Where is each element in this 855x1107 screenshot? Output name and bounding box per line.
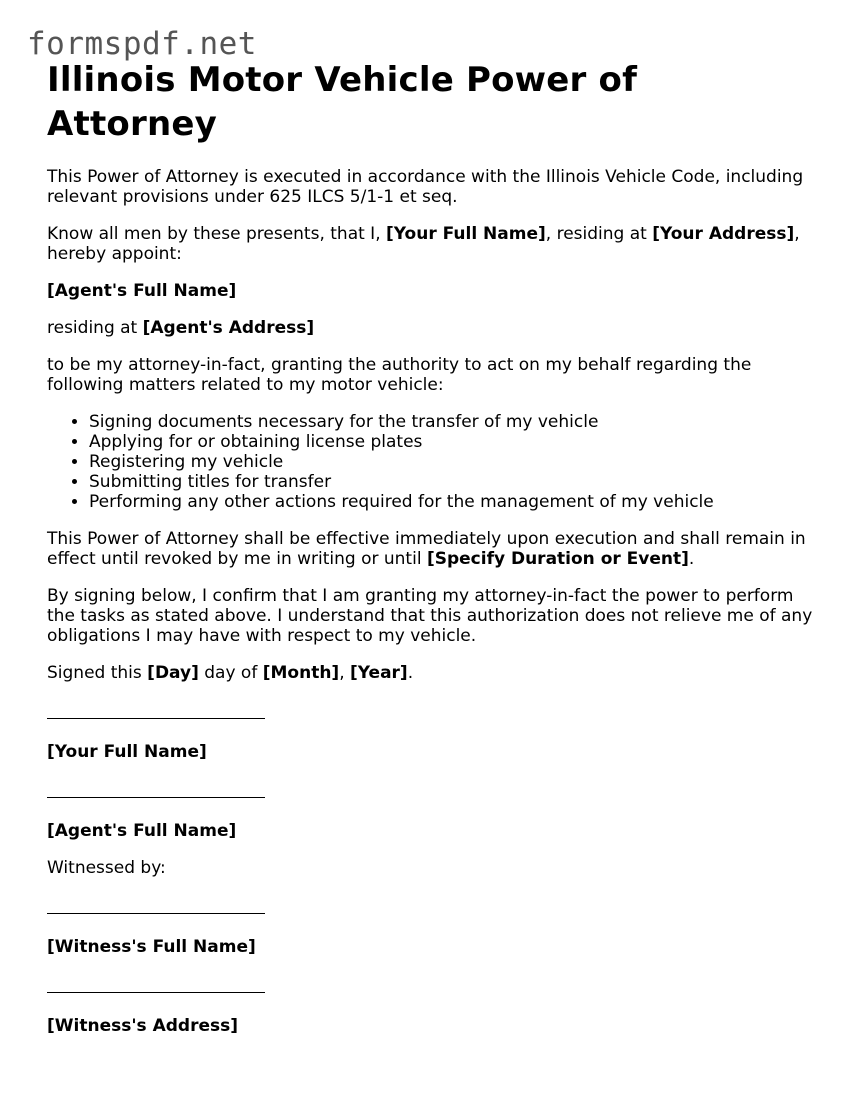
witnessed-by-label: Witnessed by: — [47, 858, 166, 878]
agent-address-paragraph — [47, 318, 817, 338]
day-field: [Day] — [147, 663, 199, 683]
list-item: • Registering my vehicle — [89, 452, 817, 472]
effective-suffix: . — [688, 549, 695, 569]
watermark: formspdf.net — [27, 26, 257, 62]
agent-address-field: [Agent's Address] — [142, 318, 315, 338]
appoint-prefix: Know all men by these presents, that I, — [47, 224, 387, 244]
agent-signature-label: [Agent's Full Name] — [47, 821, 237, 841]
witness-signature-line — [47, 913, 265, 914]
list-item: • Applying for or obtaining license plates — [89, 432, 817, 452]
duration-field: [Specify Duration or Event] — [426, 549, 689, 569]
witness-address-label: [Witness's Address] — [47, 1016, 239, 1036]
appointment-paragraph — [47, 224, 817, 264]
witness-name-label: [Witness's Full Name] — [47, 937, 256, 957]
list-item: • Signing documents necessary for the transfer of my vehicle — [89, 412, 817, 432]
month-field: [Month] — [262, 663, 340, 683]
effective-prefix: This Power of Attorney shall be effective immediately upon execution and shall remain in effect until revoked by me in writing or until — [47, 529, 806, 569]
principal-address-field: [Your Address] — [652, 224, 795, 244]
matters-list — [47, 412, 817, 512]
authority-paragraph: to be my attorney-in-fact, granting the authority to act on my behalf regarding the following matters related to my motor vehicle: — [47, 355, 752, 395]
signed-suffix: . — [407, 663, 414, 683]
signed-prefix: Signed this — [47, 663, 148, 683]
principal-signature-label: [Your Full Name] — [47, 742, 207, 762]
intro-paragraph: This Power of Attorney is executed in accordance with the Illinois Vehicle Code, including relevant provisions under 625 ILCS 5/1-1 et seq. — [47, 167, 804, 207]
signed-date-line — [47, 663, 817, 683]
agent-residing-prefix: residing at — [47, 318, 143, 338]
agent-signature-line — [47, 797, 265, 798]
principal-signature-line — [47, 718, 265, 719]
confirmation-paragraph: By signing below, I confirm that I am granting my attorney-in-fact the power to perform the tasks as stated above. I understand that this authorization does not relieve me of any obligations I may have with respect to my vehicle. — [47, 586, 813, 646]
agent-name-field: [Agent's Full Name] — [47, 281, 237, 301]
year-field: [Year] — [350, 663, 408, 683]
document-title: Illinois Motor Vehicle Power of Attorney — [47, 60, 638, 144]
list-item: • Performing any other actions required for the management of my vehicle — [89, 492, 817, 512]
appoint-suffix: , hereby appoint: — [47, 224, 800, 264]
witness-address-line — [47, 992, 265, 993]
appoint-mid: , residing at — [545, 224, 653, 244]
signed-mid2: , — [339, 663, 351, 683]
list-item: • Submitting titles for transfer — [89, 472, 817, 492]
principal-name-field: [Your Full Name] — [386, 224, 546, 244]
effective-paragraph — [47, 529, 817, 569]
signed-mid1: day of — [198, 663, 263, 683]
document-page — [47, 58, 817, 1036]
